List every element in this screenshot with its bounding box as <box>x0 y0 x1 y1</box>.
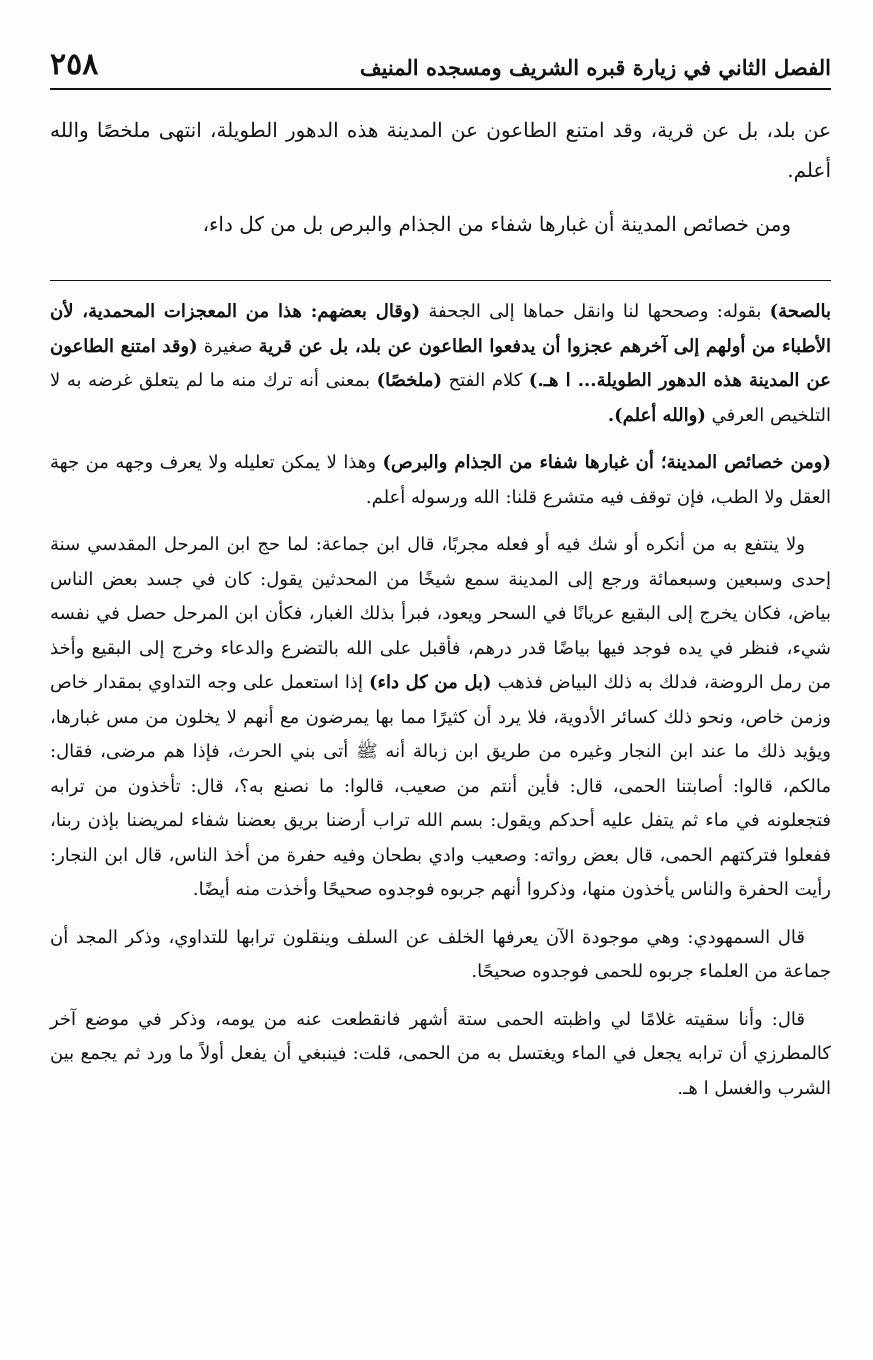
commentary-paragraph-5: قال: وأنا سقيته غلامًا لي واظبته الحمى ستة أشهر فانقطعت عنه من يومه، وذكر في موضع آخر كالمطرزي أن ترابه يجعل في الماء ويغتسل به من الحمى، قلت: فينبغي أن يفعل أولاً ما ورد ثم يجمع بين الشرب والغسل ا هـ. <box>50 1008 831 1099</box>
quoted-text: (ومن خصائص المدينة؛ أن غبارها شفاء من الجذام والبرص) <box>382 452 831 473</box>
running-head: الفصل الثاني في زيارة قبره الشريف ومسجده المنيف <box>359 54 831 80</box>
commentary-paragraph-2 <box>50 446 831 515</box>
commentary <box>50 295 831 1106</box>
page-number: ٢٥٨ <box>50 47 99 82</box>
commentary-text: كلام الفتح <box>442 370 529 391</box>
quoted-text: (ملخصًا) <box>376 370 442 391</box>
commentary-text: ولا ينتفع به من أنكره أو شك فيه أو فعله مجربًا، قال ابن جماعة: لما حج ابن المرحل المقدسي سنة إحدى وسبعين وسبعمائة ورجع إلى المدينة سمع شيخًا من المحدثين يقول: كان في جسد بعض الناس بياض، فكان يخرج إلى البقيع عريانًا في السحر ويعود، فبرأ بذلك الغبار، فكأن ابن المرحل حصل في نفسه شيء، فنظر في يده فوجد فيها بياضًا قدر درهم، فأقبل على الله بالتضرع والدعاء وخرج إلى البقيع وأخذ من رمل الروضة، فدلك به ذلك البياض فذهب <box>50 534 831 693</box>
commentary-text: وهذا لا يمكن تعليله ولا يعرف وجهه من جهة العقل ولا الطب، فإن توقف فيه متشرع قلنا: الله ورسوله أعلم. <box>50 452 831 508</box>
quoted-text: (وقد امتنع الطاعون عن المدينة هذه الدهور الطويلة... ا هـ.) <box>50 335 832 391</box>
main-paragraph-1: عن بلد، بل عن قرية، وقد امتنع الطاعون عن المدينة هذه الدهور الطويلة، انتهى ملخصًا والله أعلم. <box>50 118 831 182</box>
page-header <box>50 0 831 90</box>
main-text <box>50 110 831 244</box>
commentary-text: إذا استعمل على وجه التداوي بمقدار خاص وزمن خاص، ونحو ذلك كسائر الأدوية، فلا يرد أن كثيرًا مما بها يمرضون مع أنهم لا يخلون من مس غبارها، ويؤيد ذلك ما عند ابن النجار وغيره من طريق ابن زبالة أنه ﷺ أتى بني الحرث، فإذا هم مرضى، فقال: مالكم، قالوا: أصابتنا الحمى، قال: فأين أنتم من صعيب، قالوا: ما نصنع به؟، قال: تأخذون من ترابه فتجعلونه في ماء ثم يتفل عليه أحدكم ويقول: بسم الله تراب أرضنا بريق بعضنا شفاء لمريضنا بإذن ربنا، ففعلوا فتركتهم الحمى، قال بعض رواته: وصعيب وادي بطحان وفيه حفرة من أخذ الناس، قال ابن النجار: رأيت الحفرة والناس يأخذون منها، وذكروا أنهم جربوه فوجدوه صحيحًا وأخذت منه أيضًا. <box>50 672 832 900</box>
commentary-text: بقوله: وصححها لنا وانقل حماها إلى الجحفة <box>420 301 770 322</box>
quoted-text: بالصحة) <box>769 301 831 322</box>
main-paragraph-2: ومن خصائص المدينة أن غبارها شفاء من الجذام والبرص بل من كل داء، <box>202 212 791 236</box>
footnote-separator <box>50 280 831 281</box>
commentary-paragraph-1 <box>50 295 831 433</box>
quoted-text: (بل من كل داء) <box>369 672 492 693</box>
quoted-text: (والله أعلم). <box>607 404 706 426</box>
commentary-text: بمعنى أنه ترك منه ما لم يتعلق غرضه به لا التلخيص العرفي <box>50 370 831 426</box>
commentary-paragraph-4: قال السمهودي: وهي موجودة الآن يعرفها الخلف عن السلف وينقلون ترابها للتداوي، وذكر المجد أن جماعة من العلماء جربوه للحمى فوجدوه صحيحًا. <box>50 926 831 982</box>
quoted-text: (وقال بعضهم: هذا من المعجزات المحمدية، لأن الأطباء من أولهم إلى آخرهم عجزوا أن يدفعوا الطاعون عن بلد، بل عن قرية <box>50 301 831 357</box>
commentary-paragraph-3 <box>50 528 831 908</box>
commentary-text: صغيرة <box>197 335 259 357</box>
